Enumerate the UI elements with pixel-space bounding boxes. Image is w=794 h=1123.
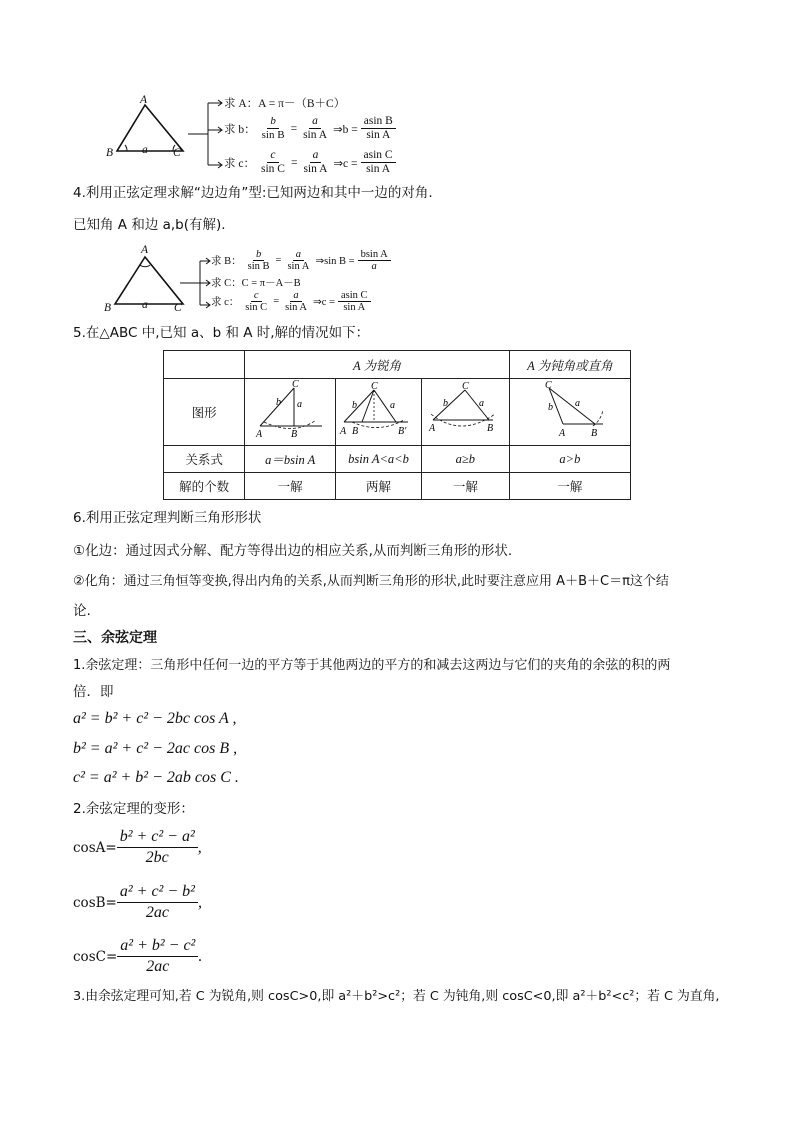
relation-3: a≥b: [421, 446, 509, 473]
variant-cos-b: cosB= $\frac{\text{a² + c² − b²}}{2ac}$ ,: [73, 883, 202, 921]
fig3-b: b: [443, 398, 449, 409]
fig1-B: B: [291, 429, 298, 440]
triangle-figure: [105, 99, 195, 169]
header-obtuse: A 为钝角或直角: [509, 351, 630, 379]
formula-find-b: 求 b： $\frac{b}{\text{sin B}}$ = $\frac{a}{\text{sin A}}$ ⇒b = $\frac{\text{asin B}}{\text{sin A}}$: [224, 115, 396, 142]
vertex-b-label: B: [106, 147, 114, 159]
fig3-c: C: [462, 381, 469, 392]
row-label-count: 解的个数: [164, 473, 245, 500]
row-label-relation: 关系式: [164, 446, 245, 473]
fig4-A: A: [558, 428, 565, 439]
item-4-given: 已知角 A 和边 a,b(有解).: [73, 217, 226, 233]
fig1-b: b: [276, 397, 282, 408]
item-6-title: 6.利用正弦定理判断三角形形状: [73, 510, 262, 526]
item-6-para-2-end: 论.: [73, 603, 91, 619]
fig2-Bp: B′: [398, 426, 407, 437]
item-4-title: 4.利用正弦定理求解“边边角”型:已知两边和其中一边的对角.: [73, 185, 433, 201]
law-of-cosines-line-2: 倍．即: [73, 684, 114, 700]
formula-find-angle-b: 求 B： $\frac{b}{\text{sin B}}$ = $\frac{a}{\text{sin A}}$ ⇒sin B = $\frac{\text{bsin A}}{a}$: [211, 249, 391, 272]
fig3-A: A: [429, 423, 436, 434]
fig2-b: b: [352, 400, 358, 411]
formula-c-squared: c² = a² + b² − 2ab cos C .: [73, 769, 239, 786]
fig2-c: C: [371, 381, 379, 392]
figure-obtuse: [525, 380, 615, 440]
section-3-title: 三、余弦定理: [73, 630, 157, 646]
figure-cell-1: [245, 379, 336, 446]
table-corner: [164, 351, 245, 379]
count-3: 一解: [421, 473, 509, 500]
fig2-A: A: [340, 426, 347, 437]
law-of-cosines-line-1: 1.余弦定理：三角形中任何一边的平方等于其他两边的平方的和减去这两边与它们的夹角的余弦的积的两: [73, 658, 671, 673]
count-4: 一解: [509, 473, 630, 500]
solution-table: [163, 350, 631, 500]
figure-cell-4: [509, 379, 630, 446]
diagram-2: [100, 244, 400, 317]
relation-2: bsin A<a<b: [336, 446, 422, 473]
formula-find-side-c: 求 c： $\frac{c}{\text{sin C}}$ = $\frac{a}{\text{sin A}}$ ⇒c = $\frac{\text{asin C}}{\text{sin A}}$: [211, 290, 371, 313]
figure-cell-2: [336, 379, 422, 446]
figure-a-ge-b: [425, 380, 505, 440]
item-5-title: 5.在△ABC 中,已知 a、b 和 A 时,解的情况如下：: [73, 325, 370, 341]
variant-title: 2.余弦定理的变形：: [73, 801, 194, 817]
formula-find-c: 求 c： $\frac{c}{\text{sin C}}$ = $\frac{a}{\text{sin A}}$ ⇒c = $\frac{\text{asin C}}{\text{sin A}}$: [224, 149, 396, 176]
formula-find-angle-c: 求 C：C = π－A－B: [211, 278, 301, 289]
fig1-a: a: [297, 399, 303, 410]
figure-two-solutions: [338, 380, 418, 440]
count-2: 两解: [336, 473, 422, 500]
row-label-figure: 图形: [164, 379, 245, 446]
vertex-b-label-2: B: [104, 302, 112, 314]
relation-4: a>b: [509, 446, 630, 473]
vertex-a-label-2: A: [141, 244, 149, 256]
item-6-para-2: ②化角：通过三角恒等变换,得出内角的关系,从而判断三角形的形状,此时要注意应用 A＋B＋C＝π这个结: [73, 574, 669, 589]
figure-cell-3: [421, 379, 509, 446]
fig1-c: C: [292, 380, 299, 390]
variant-cos-c: cosC= $\frac{\text{a² + b² − c²}}{2ac}$ .: [73, 937, 203, 975]
fig1-A: A: [256, 429, 263, 440]
fig2-a: a: [390, 400, 396, 411]
item-6-para-1: ①化边：通过因式分解、配方等得出边的相应关系,从而判断三角形的形状.: [73, 543, 513, 559]
item-3-conclusion: 3.由余弦定理可知,若 C 为锐角,则 cosC>0,即 a²＋b²>c²；若 C 为钝角,则 cosC<0,即 a²＋b²<c²；若 C 为直角,: [73, 989, 720, 1004]
fig3-B: B: [487, 423, 494, 434]
side-a-label: a: [142, 144, 148, 156]
figure-right-height: [250, 380, 330, 440]
vertex-c-label-2: C: [174, 302, 182, 314]
fig4-b: b: [547, 402, 553, 413]
fig4-a: a: [574, 398, 580, 409]
count-1: 一解: [245, 473, 336, 500]
diagram-1: [100, 94, 400, 178]
bracket-arrows: [188, 94, 228, 174]
formula-b-squared: b² = a² + c² − 2ac cos B ,: [73, 740, 238, 757]
fig4-c: C: [544, 380, 552, 391]
fig2-B: B: [352, 426, 359, 437]
fig3-a: a: [479, 398, 485, 409]
side-a-label-2: a: [142, 299, 148, 311]
formula-find-a: 求 A：A = π－（B＋C）: [224, 98, 346, 110]
variant-cos-a: cosA= $\frac{\text{b² + c² − a²}}{2bc}$ ,: [73, 828, 202, 866]
header-acute: A 为锐角: [245, 351, 509, 379]
relation-1: a＝bsin A: [245, 446, 336, 473]
vertex-c-label: C: [173, 147, 181, 159]
vertex-a-label: A: [140, 94, 148, 106]
fig4-B: B: [590, 428, 597, 439]
formula-a-squared: a² = b² + c² − 2bc cos A ,: [73, 710, 237, 727]
